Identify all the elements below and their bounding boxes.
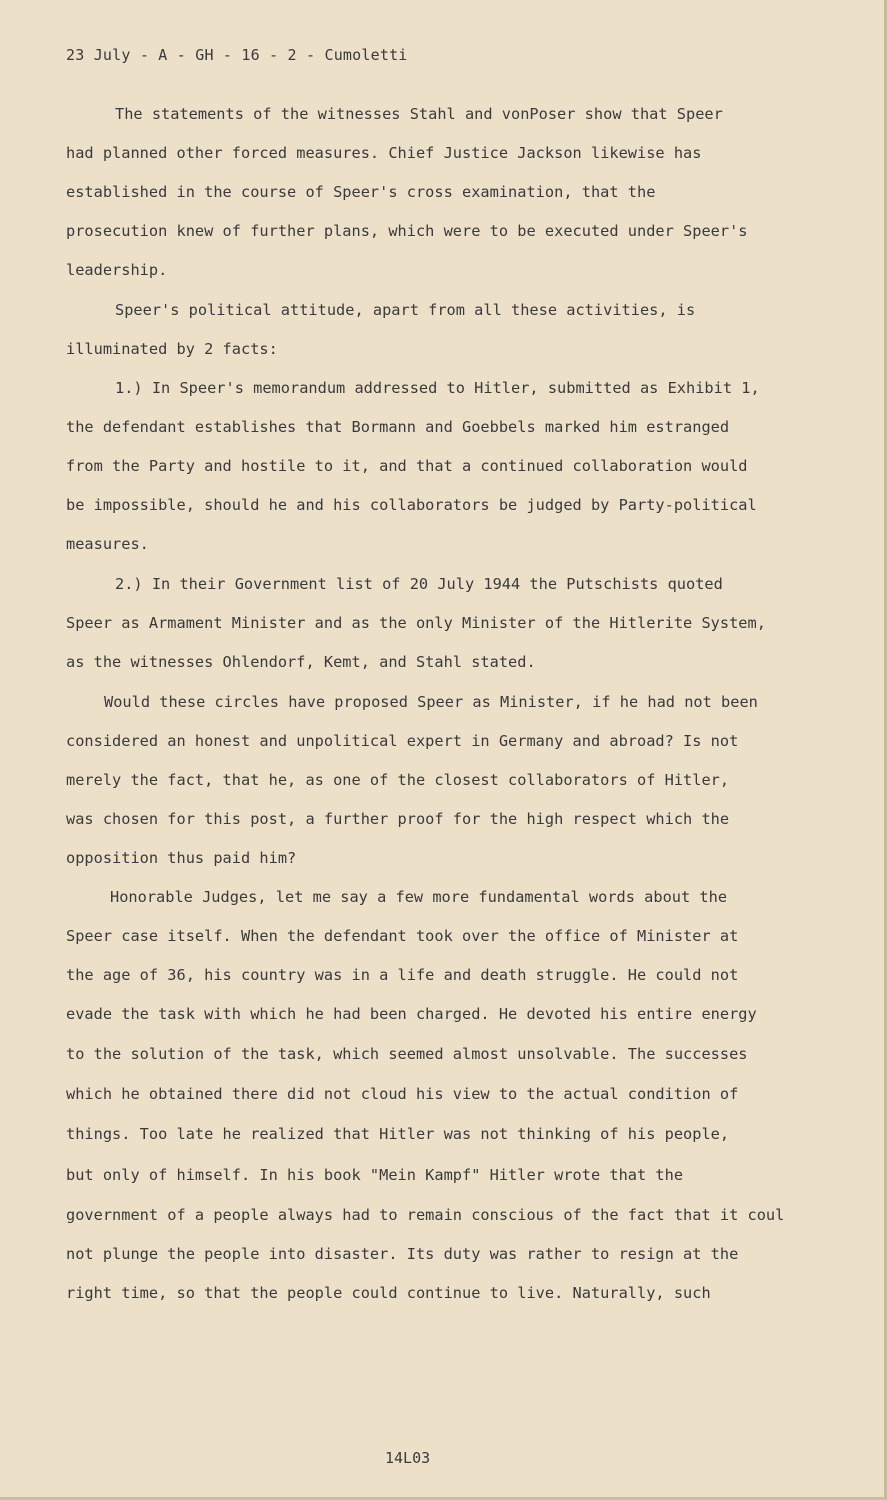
text-line: not plunge the people into disaster. Its duty was rather to resign at the xyxy=(66,1245,739,1263)
text-line: but only of himself. In his book "Mein Kampf" Hitler wrote that the xyxy=(66,1166,684,1184)
text-line: 1.) In Speer's memorandum addressed to Hitler, submitted as Exhibit 1, xyxy=(115,379,760,397)
text-line: from the Party and hostile to it, and that a continued collaboration would xyxy=(66,457,748,475)
text-line: which he obtained there did not cloud his view to the actual condition of xyxy=(66,1085,739,1103)
text-line: Speer as Armament Minister and as the only Minister of the Hitlerite System, xyxy=(66,614,766,632)
text-line: the age of 36, his country was in a life and death struggle. He could not xyxy=(66,966,739,984)
text-line: illuminated by 2 facts: xyxy=(66,340,278,358)
text-line: government of a people always had to remain conscious of the fact that it coul xyxy=(66,1206,785,1224)
text-line: 2.) In their Government list of 20 July 1944 the Putschists quoted xyxy=(115,575,723,593)
text-line: Speer case itself. When the defendant took over the office of Minister at xyxy=(66,927,739,945)
text-line: merely the fact, that he, as one of the closest collaborators of Hitler, xyxy=(66,771,730,789)
page-header: 23 July - A - GH - 16 - 2 - Cumoletti xyxy=(66,46,408,64)
text-line: Would these circles have proposed Speer as Minister, if he had not been xyxy=(104,693,758,711)
page-number: 14L03 xyxy=(385,1449,431,1467)
text-line: considered an honest and unpolitical expert in Germany and abroad? Is not xyxy=(66,732,739,750)
text-line: to the solution of the task, which seemed almost unsolvable. The successes xyxy=(66,1045,748,1063)
text-line: the defendant establishes that Bormann and Goebbels marked him estranged xyxy=(66,418,730,436)
text-line: right time, so that the people could continue to live. Naturally, such xyxy=(66,1284,711,1302)
text-line: measures. xyxy=(66,535,149,553)
text-line: leadership. xyxy=(66,261,168,279)
text-line: was chosen for this post, a further proof for the high respect which the xyxy=(66,810,730,828)
text-line: Honorable Judges, let me say a few more fundamental words about the xyxy=(110,888,728,906)
text-line: evade the task with which he had been charged. He devoted his entire energy xyxy=(66,1005,757,1023)
text-line: had planned other forced measures. Chief Justice Jackson likewise has xyxy=(66,144,702,162)
text-line: things. Too late he realized that Hitler was not thinking of his people, xyxy=(66,1125,730,1143)
text-line: Speer's political attitude, apart from all these activities, is xyxy=(115,301,696,319)
text-line: be impossible, should he and his collaborators be judged by Party-political xyxy=(66,496,757,514)
text-line: prosecution knew of further plans, which were to be executed under Speer's xyxy=(66,222,748,240)
text-line: as the witnesses Ohlendorf, Kemt, and Stahl stated. xyxy=(66,653,536,671)
text-line: opposition thus paid him? xyxy=(66,849,297,867)
text-line: established in the course of Speer's cross examination, that the xyxy=(66,183,656,201)
text-line: The statements of the witnesses Stahl and vonPoser show that Speer xyxy=(115,105,723,123)
